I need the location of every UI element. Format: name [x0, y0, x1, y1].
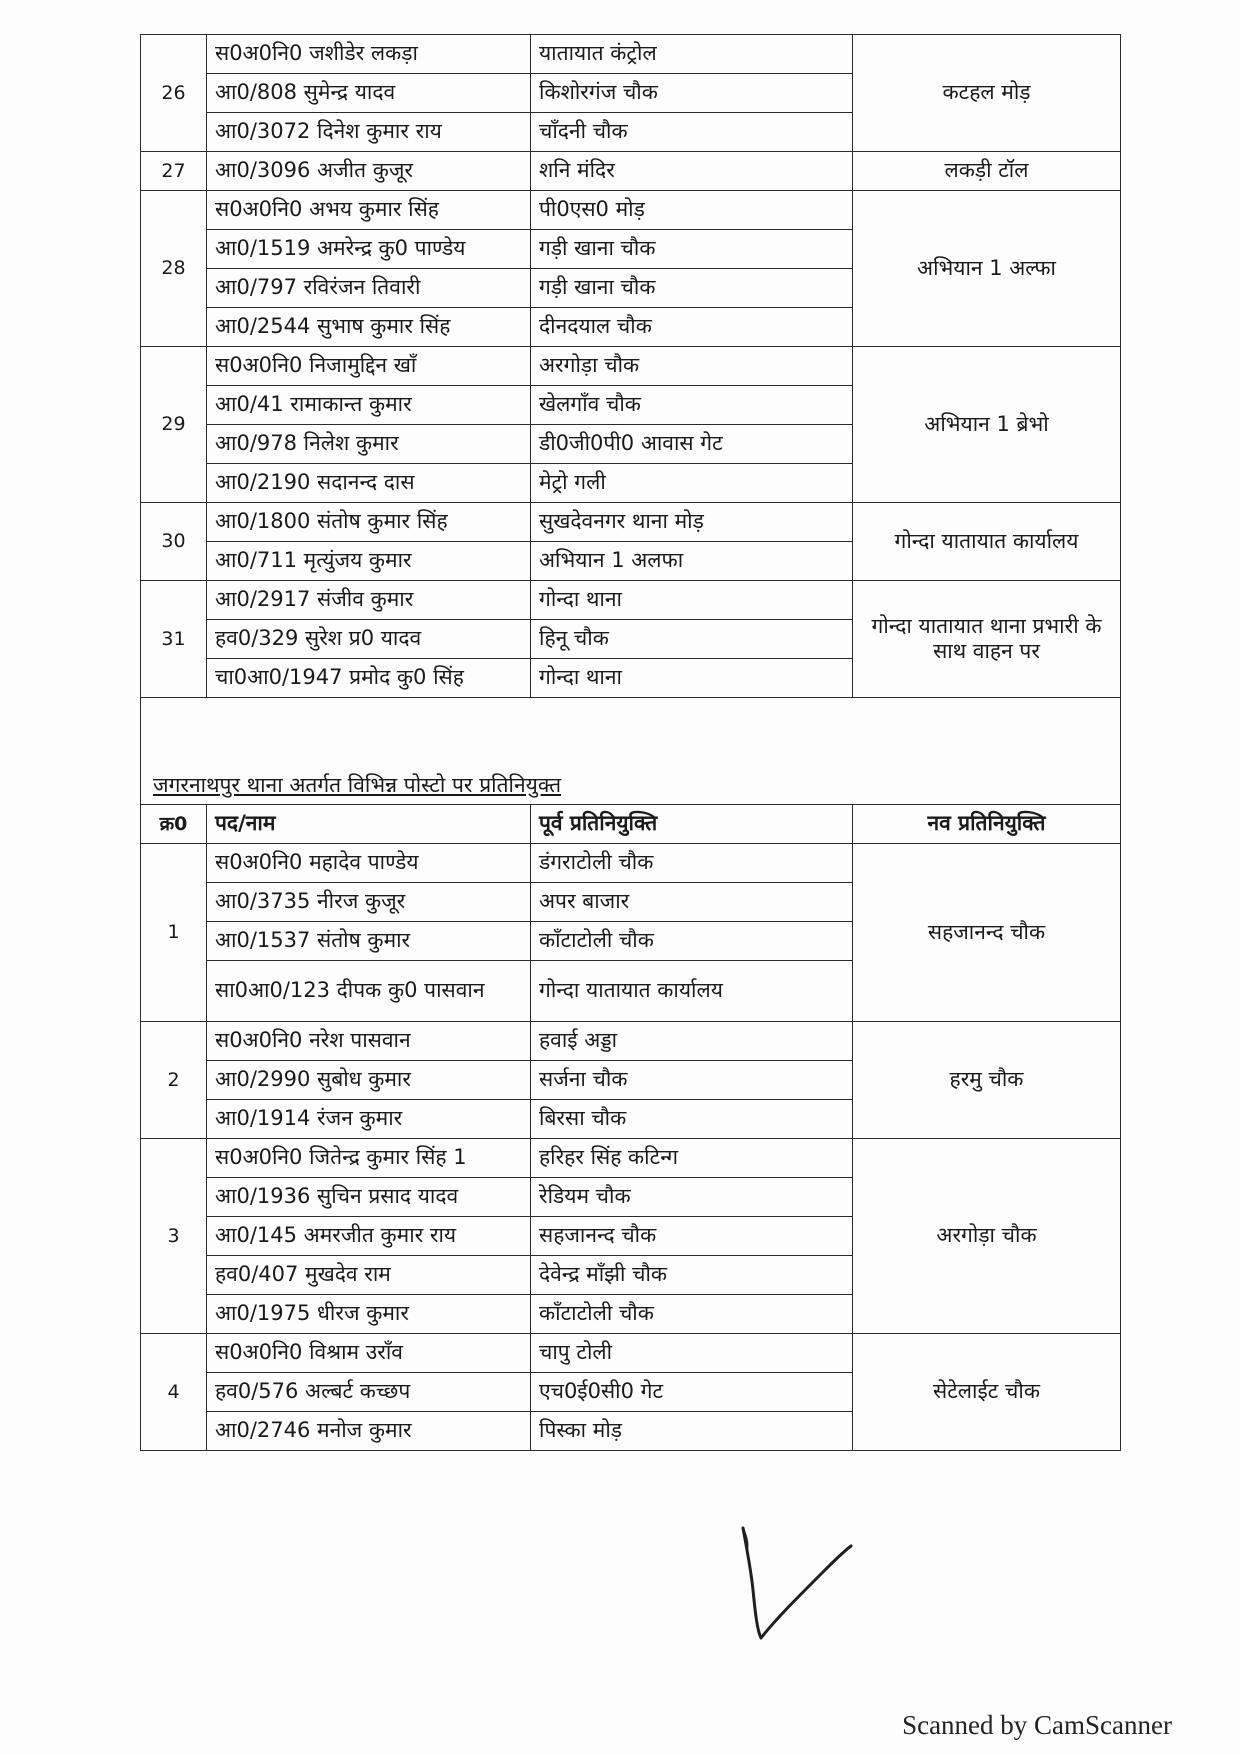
table-row — [141, 152, 1121, 191]
previous-post-cell: पी0एस0 मोड़ — [531, 191, 853, 230]
serial-number: 4 — [141, 1334, 207, 1451]
name-cell: आ0/1537 संतोष कुमार — [207, 922, 531, 961]
previous-post-cell: दीनदयाल चौक — [531, 308, 853, 347]
name-cell: स0अ0नि0 नरेश पासवान — [207, 1022, 531, 1061]
previous-post-cell: यातायात कंट्रोल — [531, 35, 853, 74]
previous-post-cell: काँटाटोली चौक — [531, 922, 853, 961]
table-row — [141, 35, 1121, 74]
deployment-table — [140, 34, 1121, 1451]
previous-post-cell: सहजानन्द चौक — [531, 1217, 853, 1256]
new-post-cell: गोन्दा यातायात थाना प्रभारी के साथ वाहन पर — [853, 581, 1121, 698]
name-cell: हव0/576 अल्बर्ट कच्छप — [207, 1373, 531, 1412]
new-post-cell: अभियान 1 अल्फा — [853, 191, 1121, 347]
previous-post-cell: हवाई अड्डा — [531, 1022, 853, 1061]
name-cell: आ0/1914 रंजन कुमार — [207, 1100, 531, 1139]
signature-mark — [735, 1520, 865, 1650]
previous-post-cell: गोन्दा थाना — [531, 659, 853, 698]
previous-post-cell: देवेन्द्र माँझी चौक — [531, 1256, 853, 1295]
name-cell: आ0/2990 सुबोध कुमार — [207, 1061, 531, 1100]
new-post-cell: अभियान 1 ब्रेभो — [853, 347, 1121, 503]
name-cell: स0अ0नि0 निजामुद्दिन खाँ — [207, 347, 531, 386]
name-cell: आ0/711 मृत्युंजय कुमार — [207, 542, 531, 581]
name-cell: आ0/1936 सुचिन प्रसाद यादव — [207, 1178, 531, 1217]
name-cell: आ0/41 रामाकान्त कुमार — [207, 386, 531, 425]
table-row — [141, 844, 1121, 883]
name-cell: आ0/1519 अमरेन्द्र कु0 पाण्डेय — [207, 230, 531, 269]
name-cell: आ0/2746 मनोज कुमार — [207, 1412, 531, 1451]
column-header-name: पद/नाम — [207, 805, 531, 844]
previous-post-cell: शनि मंदिर — [531, 152, 853, 191]
serial-number: 26 — [141, 35, 207, 152]
name-cell: आ0/3735 नीरज कुजूर — [207, 883, 531, 922]
new-post-cell: सेटेलाईट चौक — [853, 1334, 1121, 1451]
previous-post-cell: गोन्दा यातायात कार्यालय — [531, 961, 853, 1022]
name-cell: आ0/2917 संजीव कुमार — [207, 581, 531, 620]
table-row — [141, 191, 1121, 230]
name-cell: आ0/2544 सुभाष कुमार सिंह — [207, 308, 531, 347]
name-cell: आ0/3096 अजीत कुजूर — [207, 152, 531, 191]
previous-post-cell: बिरसा चौक — [531, 1100, 853, 1139]
previous-post-cell: गड़ी खाना चौक — [531, 269, 853, 308]
previous-post-cell: रेडियम चौक — [531, 1178, 853, 1217]
column-header-serial: क्र0 — [141, 805, 207, 844]
table-row — [141, 581, 1121, 620]
new-post-cell: लकड़ी टॉल — [853, 152, 1121, 191]
previous-post-cell: एच0ई0सी0 गेट — [531, 1373, 853, 1412]
serial-number: 29 — [141, 347, 207, 503]
new-post-cell: अरगोड़ा चौक — [853, 1139, 1121, 1334]
column-header-new: नव प्रतिनियुक्ति — [853, 805, 1121, 844]
previous-post-cell: चापु टोली — [531, 1334, 853, 1373]
table-row — [141, 1139, 1121, 1178]
previous-post-cell: अभियान 1 अलफा — [531, 542, 853, 581]
previous-post-cell: पिस्का मोड़ — [531, 1412, 853, 1451]
previous-post-cell: सुखदेवनगर थाना मोड़ — [531, 503, 853, 542]
previous-post-cell: मेट्रो गली — [531, 464, 853, 503]
serial-number: 28 — [141, 191, 207, 347]
previous-post-cell: हरिहर सिंह कटिन्ग — [531, 1139, 853, 1178]
name-cell: सा0आ0/123 दीपक कु0 पासवान — [207, 961, 531, 1022]
name-cell: स0अ0नि0 विश्राम उराँव — [207, 1334, 531, 1373]
previous-post-cell: सर्जना चौक — [531, 1061, 853, 1100]
new-post-cell: हरमु चौक — [853, 1022, 1121, 1139]
previous-post-cell: काँटाटोली चौक — [531, 1295, 853, 1334]
table-row — [141, 347, 1121, 386]
name-cell: चा0आ0/1947 प्रमोद कु0 सिंह — [207, 659, 531, 698]
section-heading: जगरनाथपुर थाना अतर्गत विभिन्न पोस्टो पर प्रतिनियुक्त — [153, 772, 562, 797]
name-cell: आ0/978 निलेश कुमार — [207, 425, 531, 464]
previous-post-cell: डंगराटोली चौक — [531, 844, 853, 883]
name-cell: हव0/329 सुरेश प्र0 यादव — [207, 620, 531, 659]
serial-number: 1 — [141, 844, 207, 1022]
name-cell: आ0/1975 धीरज कुमार — [207, 1295, 531, 1334]
column-header-row — [141, 805, 1121, 844]
table-row — [141, 1334, 1121, 1373]
table-row — [141, 503, 1121, 542]
name-cell: आ0/145 अमरजीत कुमार राय — [207, 1217, 531, 1256]
new-post-cell: कटहल मोड़ — [853, 35, 1121, 152]
previous-post-cell: अपर बाजार — [531, 883, 853, 922]
table-row — [141, 1022, 1121, 1061]
serial-number: 3 — [141, 1139, 207, 1334]
section-heading-cell — [141, 698, 1121, 805]
serial-number: 27 — [141, 152, 207, 191]
serial-number: 2 — [141, 1022, 207, 1139]
previous-post-cell: खेलगाँव चौक — [531, 386, 853, 425]
previous-post-cell: गोन्दा थाना — [531, 581, 853, 620]
scanner-watermark: Scanned by CamScanner — [902, 1710, 1172, 1740]
new-post-cell: गोन्दा यातायात कार्यालय — [853, 503, 1121, 581]
previous-post-cell: किशोरगंज चौक — [531, 74, 853, 113]
section-heading-row — [141, 698, 1121, 805]
serial-number: 30 — [141, 503, 207, 581]
column-header-previous: पूर्व प्रतिनियुक्ति — [531, 805, 853, 844]
name-cell: आ0/808 सुमेन्द्र यादव — [207, 74, 531, 113]
name-cell: स0अ0नि0 महादेव पाण्डेय — [207, 844, 531, 883]
name-cell: हव0/407 मुखदेव राम — [207, 1256, 531, 1295]
previous-post-cell: गड़ी खाना चौक — [531, 230, 853, 269]
name-cell: आ0/2190 सदानन्द दास — [207, 464, 531, 503]
new-post-cell: सहजानन्द चौक — [853, 844, 1121, 1022]
previous-post-cell: डी0जी0पी0 आवास गेट — [531, 425, 853, 464]
previous-post-cell: हिनू चौक — [531, 620, 853, 659]
name-cell: आ0/1800 संतोष कुमार सिंह — [207, 503, 531, 542]
name-cell: स0अ0नि0 जशीडेर लकड़ा — [207, 35, 531, 74]
previous-post-cell: अरगोड़ा चौक — [531, 347, 853, 386]
name-cell: आ0/797 रविरंजन तिवारी — [207, 269, 531, 308]
serial-number: 31 — [141, 581, 207, 698]
name-cell: स0अ0नि0 जितेन्द्र कुमार सिंह 1 — [207, 1139, 531, 1178]
name-cell: आ0/3072 दिनेश कुमार राय — [207, 113, 531, 152]
name-cell: स0अ0नि0 अभय कुमार सिंह — [207, 191, 531, 230]
previous-post-cell: चाँदनी चौक — [531, 113, 853, 152]
